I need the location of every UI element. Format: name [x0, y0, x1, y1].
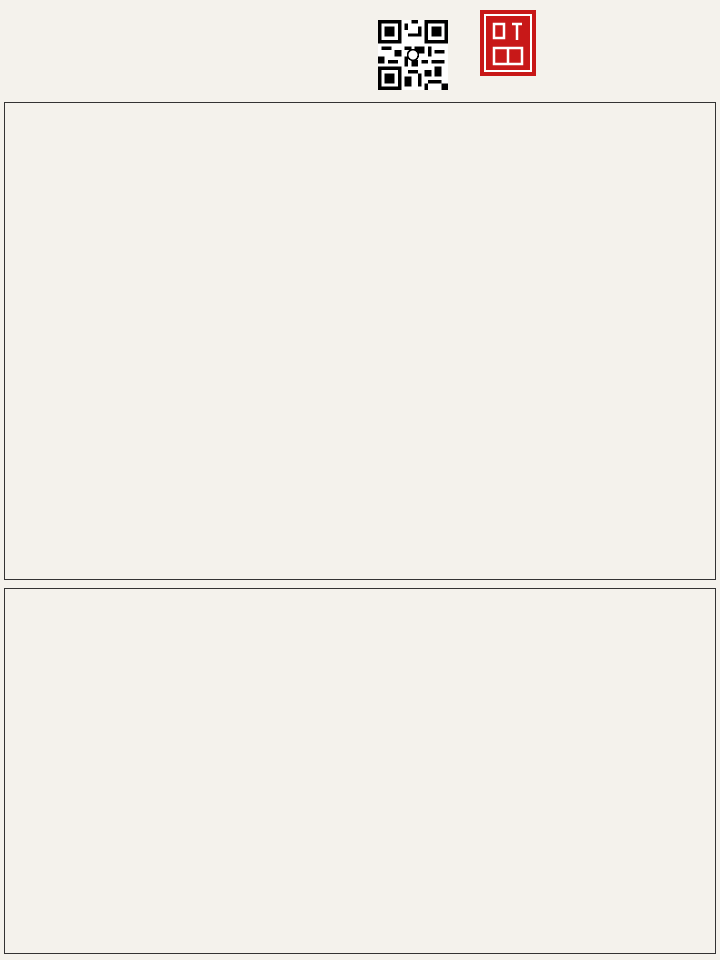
year-table	[4, 588, 716, 954]
qr-code-icon	[378, 20, 448, 90]
seal-stamp-icon	[480, 10, 536, 76]
chart-grid	[4, 102, 716, 580]
header-info	[12, 10, 372, 106]
brand-logo	[480, 10, 710, 76]
